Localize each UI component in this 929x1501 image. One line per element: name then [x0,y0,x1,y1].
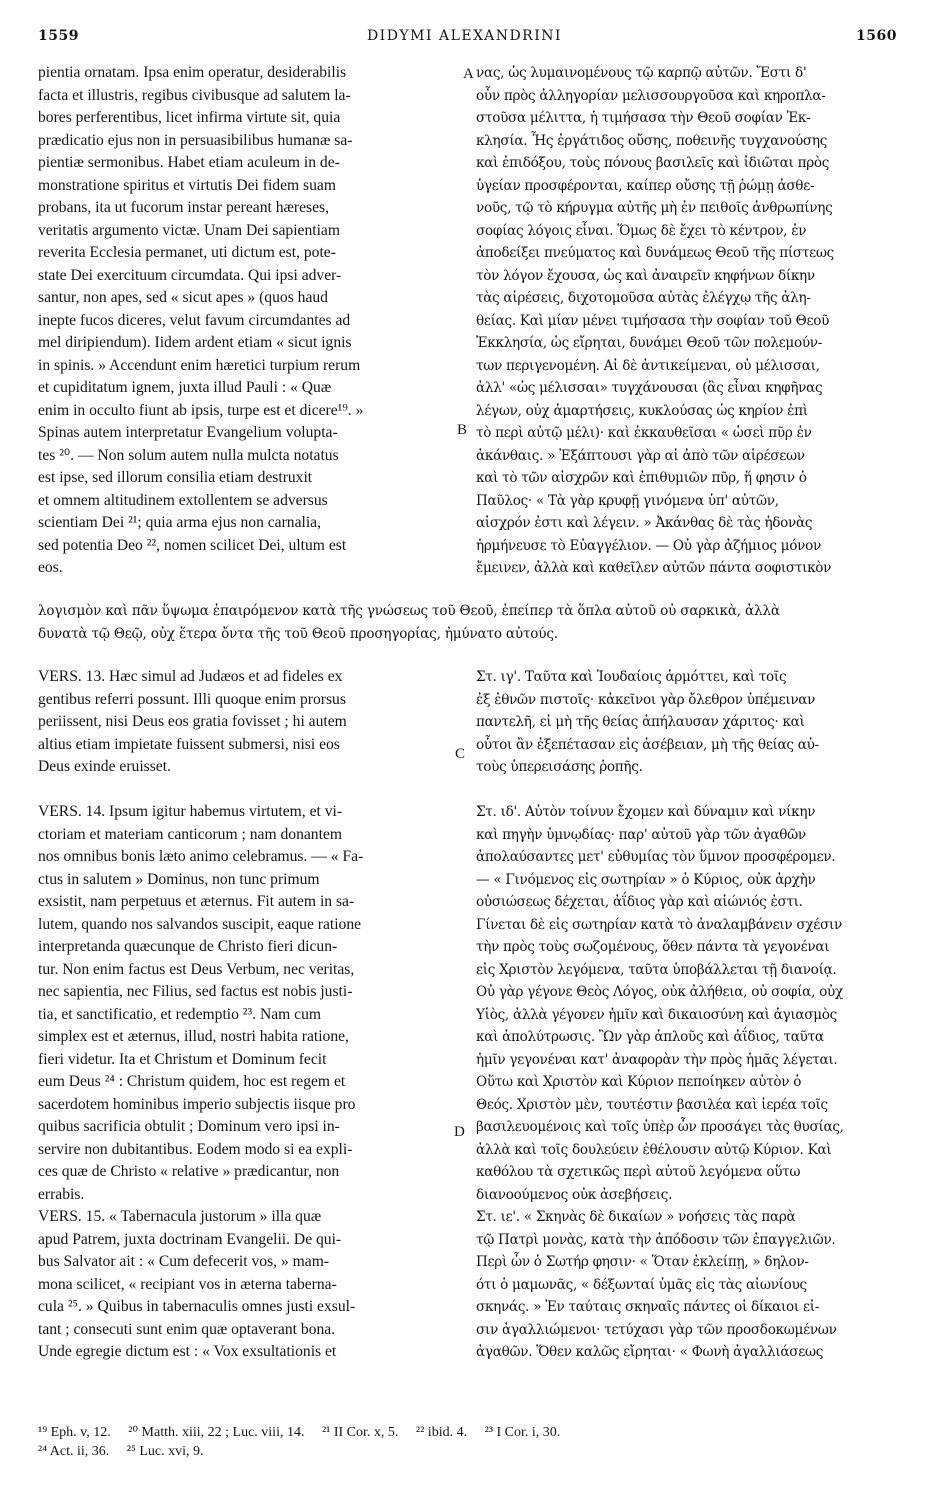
margin-letter-a: A [463,66,474,82]
running-title: DIDYMI ALEXANDRINI [366,28,563,44]
page-number-left: 1559 [38,28,79,44]
margin-letter-c: C [455,746,466,762]
greek-spanning-text: λογισμὸν καὶ πᾶν ὕψωμα ἐπαιρόμενον κατὰ τῆς γνώσεως τοῦ Θεοῦ, ἐπείπερ τὰ ὅπλα αὐτοῦ οὐ σαρκικὰ, ἀλλὰ δυνατὰ τῷ Θεῷ, οὐχ ἕτερα ὄντα τῆς τοῦ Θεοῦ προσηγορίας, ἠμύνατο αὐτούς. [38,603,780,642]
page-number-right: 1560 [856,28,897,44]
margin-letter-b: B [457,422,468,438]
footnote-line-1: ¹⁹ Eph. v, 12. ²⁰ Matth. xiii, 22 ; Luc. viii, 14. ²¹ II Cor. x, 5. ²² ibid. 4. ²³ I Cor. i, 30. [38,1425,561,1440]
latin-column-bottom: VERS. 13. Hæc simul ad Judæos et ad fideles ex gentibus referri possunt. Illi quoque enim prorsus periissent, nisi Deus eos gratia fovisset ; hi autem altius etiam impietate fuissent submersi, nisi eos Deus exinde eruisset. VERS. 14. Ipsum igitur habemus virtutem, et vi- ctoriam et materiam canticorum ; nam donantem nos omnibus bonis læto animo celebramus. — « Fa- ctus in salutem » Dominus, non tunc primum exsistit, nam perpetuus et æternus. Fit autem in sa- lutem, quando nos salvandos suscipit, eaque ratione interpretanda quæcunque de Christo fieri dicun- tur. Non enim factus est Deus Verbum, nec veritas, nec sapientia, nec Filius, sed factus est nobis justi- tia, et sanctificatio, et redemptio ²³. Nam cum simplex est et æternus, illud, nostri habita ratione, fieri videtur. Ita et Christum et Dominum fecit eum Deus ²⁴ : Christum quidem, hoc est regem et sacerdotem hominibus imperio subjectis iisque pro quibus sacrificia obtulit ; Dominum vero ipsi in- servire non dubitantibus. Eodem modo si ea expli- ces quæ de Christo « relative » prædicantur, non errabis. VERS. 15. « Tabernacula justorum » illa quæ apud Patrem, juxta doctrinam Evangelii. De qui- bus Salvator ait : « Cum defecerit vos, » mam- mona scilicet, « recipiant vos in æterna taberna- cula ²⁵. » Quibus in tabernaculis omnes justi exsul- tant ; consecuti sunt enim quæ optaverant bona. Unde egregie dictum est : « Vox exsultationis et [38,668,364,1360]
greek-column-bottom: Στ. ιγ'. Ταῦτα καὶ Ἰουδαίοις ἁρμόττει, καὶ τοῖς ἐξ ἐθνῶν πιστοῖς· κἀκεῖνοι γὰρ ὄλεθρον ὑπέμειναν παντελῆ, εἰ μὴ τῆς θείας ἀπήλαυσαν χάριτος· καὶ οὗτοι ἂν ἐξεπέτασαν εἰς ἀσέβειαν, μὴ τῆς θείας αὐ- τοὺς ὑπερεισάσης ῥοπῆς. Στ. ιδ'. Αὐτὸν τοίνυν ἔχομεν καὶ δύναμιν καὶ νίκην καὶ πηγὴν ὑμνῳδίας· παρ' αὐτοῦ γὰρ τῶν ἀγαθῶν ἀπολαύσαντες μετ' εὐθυμίας τὸν ὕμνον προσφέρομεν. — « Γινόμενος εἰς σωτηρίαν » ὁ Κύριος, οὐκ ἀρχὴν οὐσιώσεως δέχεται, ἀΐδιος γὰρ καὶ αἰώνιός ἐστι. Γίνεται δὲ εἰς σωτηρίαν κατὰ τὸ ἀναλαμβάνειν σχέσιν τὴν πρὸς τοὺς σωζομένους, ὅθεν πάντα τὰ γεγονέναι εἰς Χριστὸν λεγόμενα, ταῦτα ὑποβάλλεται τῇ διανοίᾳ. Οὐ γὰρ γέγονε Θεὸς Λόγος, οὐκ ἀλήθεια, οὐ σοφία, οὐχ Υἱὸς, ἀλλὰ γέγονεν ἡμῖν καὶ δικαιοσύνη καὶ ἁγιασμὸς καὶ ἀπολύτρωσις. Ὢν γὰρ ἁπλοῦς καὶ ἀΐδιος, ταῦτα ἡμῖν γεγονέναι κατ' ἀναφορὰν τὴν πρὸς ἡμᾶς λέγεται. Οὕτω καὶ Χριστὸν καὶ Κύριον πεποίηκεν αὐτὸν ὁ Θεός. Χριστὸν μὲν, τουτέστιν βασιλέα καὶ ἱερέα τοῖς βασιλευομένοις καὶ τοῖς ὑπὲρ ὧν προσάγει τὰς θυσίας, ἀλλὰ καὶ τοῖς δουλεύειν ἐθέλουσιν αὐτῷ Κύριον. Καὶ καθόλου τὰ σχετικῶς περὶ αὐτοῦ λεγόμενα οὕτω διανοούμενος οὐκ ἀσεβήσεις. Στ. ιε'. « Σκηνὰς δὲ δικαίων » νοήσεις τὰς παρὰ τῷ Πατρὶ μονὰς, κατὰ τὴν ἀπόδοσιν τῶν ἐπαγγελιῶν. Περὶ ὧν ὁ Σωτήρ φησιν· « Ὅταν ἐκλείπῃ, » δηλον- ότι ὁ μαμωνᾶς, « δέξωνταί ὑμᾶς εἰς τὰς αἰωνίους σκηνάς. » Ἐν ταύταις σκηναῖς πάντες οἱ δίκαιοι εἰ- σιν ἀγαλλιώμενοι· τετύχασι γὰρ τῶν προσδοκωμένων ἀγαθῶν. Ὅθεν καλῶς εἴρηται· « Φωνὴ ἀγαλλιάσεως [476,669,844,1360]
greek-column-top: νας, ὡς λυμαινομένους τῷ καρπῷ αὐτῶν. Ἔστι δ' οὖν πρὸς ἀλληγορίαν μελισσουργοῦσα καὶ κηροπλα- στοῦσα μέλιττα, ἡ τιμήσασα τὴν Θεοῦ σοφίαν Ἐκ- κλησία. Ἧς ἐργάτιδος οὔσης, ποθεινῆς τυγχανούσης καὶ ἐπιδόξου, τοὺς πόνους βασιλεῖς καὶ ἰδιῶται πρὸς ὑγείαν προσφέρονται, καίπερ οὔσης τῇ ῥώμῃ ἀσθε- νοῦς, τῷ τὸ κήρυγμα αὐτῆς μὴ ἐν πειθοῖς ἀνθρωπίνης σοφίας λόγοις εἶναι. Ὅμως δὲ ἔχει τὸ κέντρον, ἐν ἀποδείξει πνεύματος καὶ δυνάμεως Θεοῦ τῆς πίστεως τὸν λόγον ἔχουσα, ὡς καὶ ἀναιρεῖν κηφήνων δίκην τὰς αἱρέσεις, διχοτομοῦσα αὐτὰς ἐλέγχῳ τῆς ἀλη- θείας. Καὶ μίαν μένει τιμήσασα τὴν σοφίαν τοῦ Θεοῦ Ἐκκλησία, ὡς εἴρηται, δυνάμει Θεοῦ τῶν πολεμούν- των περιγενομένη. Αἱ δὲ ἀντικείμεναι, οὐ μέλισσαι, ἀλλ' «ὡς μέλισσαι» τυγχάνουσαι (ἃς εἶναι κηφῆνας λέγων, οὐχ ἁμαρτήσεις, κυκλούσας ὡς κηρίον ἐπὶ τὸ περὶ αὐτῷ μέλι)· καὶ ἐκκαυθεῖσαι « ὡσεὶ πῦρ ἐν ἀκάνθαις. » Ἐξάπτουσι γὰρ αἱ ἀπὸ τῶν αἱρέσεων καὶ τὸ τῶν αἰσχρῶν καὶ ἐπιθυμιῶν πῦρ, ἥ φησιν ὁ Παῦλος· « Τὰ γὰρ κρυφῇ γινόμενα ὑπ' αὐτῶν, αἰσχρόν ἐστι καὶ λέγειν. » Ἀκάνθας δὲ τὰς ἡδονὰς ἡρμήνευσε τὸ Εὐαγγέλιον. — Οὐ γὰρ ἀζήμιος μόνον ἔμεινεν, ἀλλὰ καὶ καθεῖλεν αὐτῶν πάντα σοφιστικὸν [476,65,834,576]
margin-letter-d: D [454,1124,465,1140]
footnote-line-2: ²⁴ Act. ii, 36. ²⁵ Luc. xvi, 9. [38,1444,204,1459]
latin-column-top: pientia ornatam. Ipsa enim operatur, desiderabilis facta et illustris, regibus civibusque ad salutem la- bores perferentibus, licet infirma virtute sit, quia prædicatio ejus non in persuasibilibus humanæ sa- pientiæ sermonibus. Habet etiam aculeum in de- monstratione spiritus et virtutis Dei fidem suam probans, ita ut fucorum instar pereant hæreses, veritatis argumento victæ. Unam Dei sapientiam reverita Ecclesia permanet, uti dictum est, pote- state Dei exercituum circumdata. Qui ipsi adver- santur, non apes, sed « sicut apes » (quos haud inepte fucos diceres, velut favum circumdantes ad mel diripiendum). Iidem ardent etiam « sicut ignis in spinis. » Accendunt enim hæretici turpium rerum et cupiditatum ignem, juxta illud Pauli : « Quæ enim in occulto fiunt ab ipsis, turpe est et dicere¹⁹. » Spinas autem interpretatur Evangelium volupta- tes ²⁰. — Non solum autem nulla mulcta notatus est ipse, sed illorum consilia etiam destruxit et omnem altitudinem extollentem se adversus scientiam Dei ²¹; quia arma ejus non carnalia, sed potentia Deo ²², nomen scilicet Dei, ultum est eos. [38,64,364,576]
